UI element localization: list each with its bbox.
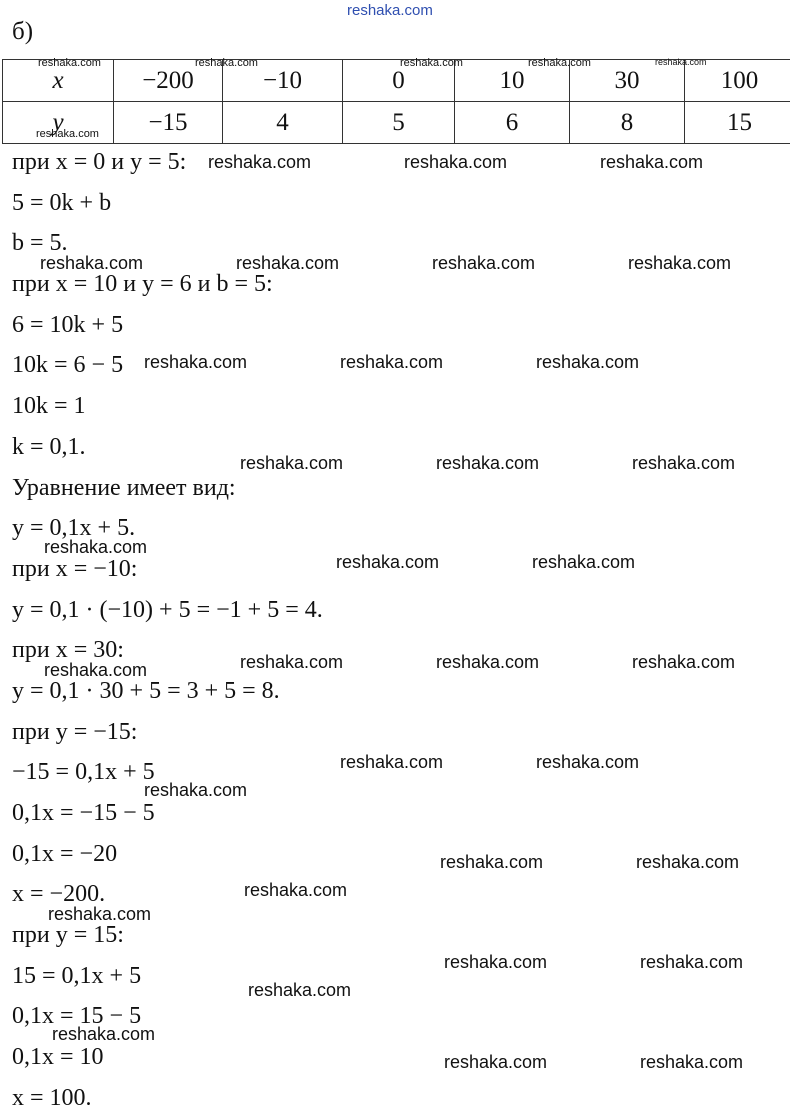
watermark: reshaka.com <box>144 352 247 373</box>
watermark: reshaka.com <box>240 652 343 673</box>
solution-line: −15 = 0,1x + 5 <box>12 752 323 793</box>
solution-line: 15 = 0,1x + 5 <box>12 956 323 997</box>
watermark: reshaka.com <box>436 652 539 673</box>
table-cell: −15 <box>114 102 223 144</box>
watermark: reshaka.com <box>640 952 743 973</box>
watermark: reshaka.com <box>444 1052 547 1073</box>
watermark: reshaka.com <box>208 152 311 173</box>
watermark: reshaka.com <box>340 752 443 773</box>
watermark: reshaka.com <box>36 128 99 140</box>
table-cell: 6 <box>455 102 570 144</box>
watermark: reshaka.com <box>432 253 535 274</box>
solution-lines <box>12 142 323 1119</box>
watermark: reshaka.com <box>38 57 101 69</box>
solution-line: при x = 0 и y = 5: <box>12 142 323 183</box>
watermark: reshaka.com <box>336 552 439 573</box>
watermark: reshaka.com <box>444 952 547 973</box>
watermark: reshaka.com <box>404 152 507 173</box>
table-row-y <box>3 102 790 144</box>
table-cell: 100 <box>685 60 790 102</box>
part-label: б) <box>12 18 33 46</box>
solution-line: при y = 15: <box>12 915 323 956</box>
watermark: reshaka.com <box>528 57 591 69</box>
table-cell: 30 <box>570 60 685 102</box>
solution-line: 0,1x = 15 − 5 <box>12 996 323 1037</box>
watermark: reshaka.com <box>436 453 539 474</box>
table-cell: 8 <box>570 102 685 144</box>
solution-line: 10k = 6 − 5 <box>12 345 323 386</box>
table-cell: 0 <box>343 60 455 102</box>
watermark: reshaka.com <box>48 904 151 925</box>
solution-line: при x = 30: <box>12 630 323 671</box>
table-row-x <box>3 60 790 102</box>
solution-line: y = 0,1 · 30 + 5 = 3 + 5 = 8. <box>12 671 323 712</box>
watermark: reshaka.com <box>632 652 735 673</box>
solution-line: 6 = 10k + 5 <box>12 305 323 346</box>
solution-line: при x = −10: <box>12 549 323 590</box>
watermark: reshaka.com <box>340 352 443 373</box>
watermark: reshaka.com <box>532 552 635 573</box>
table-cell: 15 <box>685 102 790 144</box>
site-link[interactable]: reshaka.com <box>347 2 433 19</box>
solution-line: b = 5. <box>12 223 323 264</box>
watermark: reshaka.com <box>248 980 351 1001</box>
solution-line: при y = −15: <box>12 712 323 753</box>
solution-line: x = 100. <box>12 1078 323 1119</box>
table-cell: 10 <box>455 60 570 102</box>
solution-line: y = 0,1 · (−10) + 5 = −1 + 5 = 4. <box>12 590 323 631</box>
watermark: reshaka.com <box>628 253 731 274</box>
watermark: reshaka.com <box>400 57 463 69</box>
watermark: reshaka.com <box>144 780 247 801</box>
solution-line: x = −200. <box>12 874 323 915</box>
watermark: reshaka.com <box>44 537 147 558</box>
table-cell: 5 <box>343 102 455 144</box>
table-cell: −10 <box>223 60 343 102</box>
solution-line: Уравнение имеет вид: <box>12 468 323 509</box>
watermark: reshaka.com <box>240 453 343 474</box>
watermark: reshaka.com <box>640 1052 743 1073</box>
table-cell: y <box>3 102 114 144</box>
watermark: reshaka.com <box>636 852 739 873</box>
solution-line: k = 0,1. <box>12 427 323 468</box>
watermark: reshaka.com <box>44 660 147 681</box>
watermark: reshaka.com <box>655 57 707 67</box>
watermark: reshaka.com <box>632 453 735 474</box>
watermark: reshaka.com <box>600 152 703 173</box>
watermark: reshaka.com <box>40 253 143 274</box>
watermark: reshaka.com <box>195 57 258 69</box>
solution-line: 0,1x = 10 <box>12 1037 323 1078</box>
solution-line: 0,1x = −15 − 5 <box>12 793 323 834</box>
table-cell: x <box>3 60 114 102</box>
solution-line: 5 = 0k + b <box>12 183 323 224</box>
solution-line: 0,1x = −20 <box>12 834 323 875</box>
watermark: reshaka.com <box>536 752 639 773</box>
solution-line: 10k = 1 <box>12 386 323 427</box>
watermark: reshaka.com <box>236 253 339 274</box>
table-cell: 4 <box>223 102 343 144</box>
table-cell: −200 <box>114 60 223 102</box>
watermark: reshaka.com <box>536 352 639 373</box>
values-table <box>2 59 790 144</box>
watermark: reshaka.com <box>440 852 543 873</box>
watermark: reshaka.com <box>52 1024 155 1045</box>
solution-line: y = 0,1x + 5. <box>12 508 323 549</box>
watermark: reshaka.com <box>244 880 347 901</box>
solution-line: при x = 10 и y = 6 и b = 5: <box>12 264 323 305</box>
